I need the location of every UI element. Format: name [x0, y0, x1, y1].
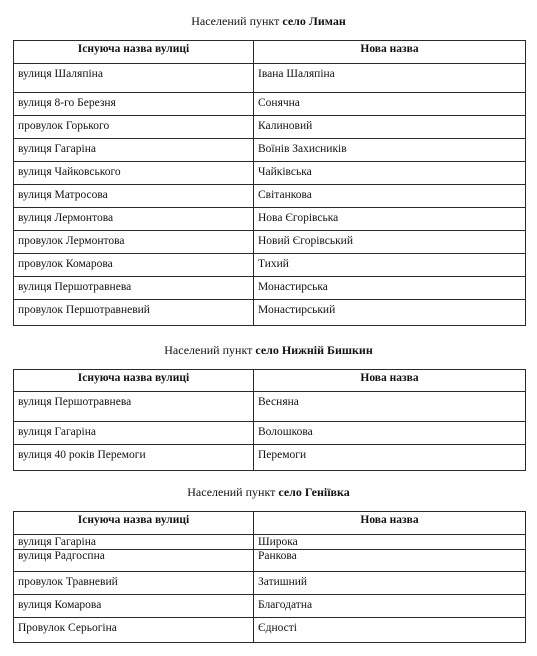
new-street-name: Івана Шаляпіна [254, 64, 526, 93]
new-street-name: Монастирський [254, 300, 526, 326]
new-street-name: Світанкова [254, 185, 526, 208]
section-heading-lyman [0, 14, 537, 28]
new-street-name: Воїнів Захисників [254, 139, 526, 162]
table-row [14, 572, 526, 595]
section-heading-nyzhnii-byshkyn [0, 343, 537, 357]
old-street-name: вулиця Першотравнева [14, 277, 254, 300]
heading-prefix: Населений пункт [191, 14, 283, 28]
streets-table-lyman [13, 40, 526, 326]
new-street-name: Монастирська [254, 277, 526, 300]
table-header-row [14, 41, 526, 64]
section-heading-heniivka [0, 485, 537, 499]
table-row [14, 300, 526, 326]
old-street-name: провулок Горького [14, 116, 254, 139]
table-row [14, 116, 526, 139]
old-street-name: вулиця Лермонтова [14, 208, 254, 231]
column-header-existing-name: Існуюча назва вулиці [14, 512, 254, 535]
column-header-new-name: Нова назва [254, 41, 526, 64]
old-street-name: вулиця Гагаріна [14, 535, 254, 550]
new-street-name: Тихий [254, 254, 526, 277]
new-street-name: Волошкова [254, 422, 526, 445]
streets-table-heniivka [13, 511, 526, 643]
old-street-name: провулок Комарова [14, 254, 254, 277]
old-street-name: вулиця Першотравнева [14, 392, 254, 422]
table-row [14, 185, 526, 208]
table-row [14, 550, 526, 572]
column-header-existing-name: Існуюча назва вулиці [14, 370, 254, 392]
new-street-name: Благодатна [254, 595, 526, 618]
new-street-name: Єдності [254, 618, 526, 643]
new-street-name: Сонячна [254, 93, 526, 116]
new-street-name: Ранкова [254, 550, 526, 572]
old-street-name: вулиця 8-го Березня [14, 93, 254, 116]
table-row [14, 254, 526, 277]
table-header-row [14, 370, 526, 392]
new-street-name: Чайківська [254, 162, 526, 185]
table-row [14, 93, 526, 116]
old-street-name: вулиця Гагаріна [14, 139, 254, 162]
old-street-name: провулок Лермонтова [14, 231, 254, 254]
new-street-name: Затишний [254, 572, 526, 595]
old-street-name: вулиця Радгоспна [14, 550, 254, 572]
table-row [14, 64, 526, 93]
table-row [14, 277, 526, 300]
old-street-name: вулиця 40 років Перемоги [14, 445, 254, 471]
old-street-name: Провулок Серьогіна [14, 618, 254, 643]
old-street-name: вулиця Шаляпіна [14, 64, 254, 93]
new-street-name: Весняна [254, 392, 526, 422]
new-street-name: Перемоги [254, 445, 526, 471]
column-header-new-name: Нова назва [254, 370, 526, 392]
table-row [14, 139, 526, 162]
heading-settlement-name: село Геніївка [278, 485, 350, 499]
column-header-existing-name: Існуюча назва вулиці [14, 41, 254, 64]
old-street-name: вулиця Матросова [14, 185, 254, 208]
table-row [14, 162, 526, 185]
table-row [14, 422, 526, 445]
heading-settlement-name: село Нижній Бишкин [255, 343, 373, 357]
table-header-row [14, 512, 526, 535]
new-street-name: Нова Єгорівська [254, 208, 526, 231]
table-row [14, 392, 526, 422]
new-street-name: Новий Єгорівський [254, 231, 526, 254]
table-row [14, 231, 526, 254]
table-row [14, 618, 526, 643]
old-street-name: вулиця Чайковського [14, 162, 254, 185]
table-row [14, 595, 526, 618]
column-header-new-name: Нова назва [254, 512, 526, 535]
old-street-name: провулок Першотравневий [14, 300, 254, 326]
heading-settlement-name: село Лиман [282, 14, 346, 28]
heading-prefix: Населений пункт [164, 343, 256, 357]
old-street-name: вулиця Комарова [14, 595, 254, 618]
streets-table-nyzhnii-byshkyn [13, 369, 526, 471]
new-street-name: Широка [254, 535, 526, 550]
old-street-name: вулиця Гагаріна [14, 422, 254, 445]
table-row [14, 208, 526, 231]
table-row [14, 445, 526, 471]
table-row [14, 535, 526, 550]
heading-prefix: Населений пункт [187, 485, 279, 499]
old-street-name: провулок Травневий [14, 572, 254, 595]
new-street-name: Калиновий [254, 116, 526, 139]
